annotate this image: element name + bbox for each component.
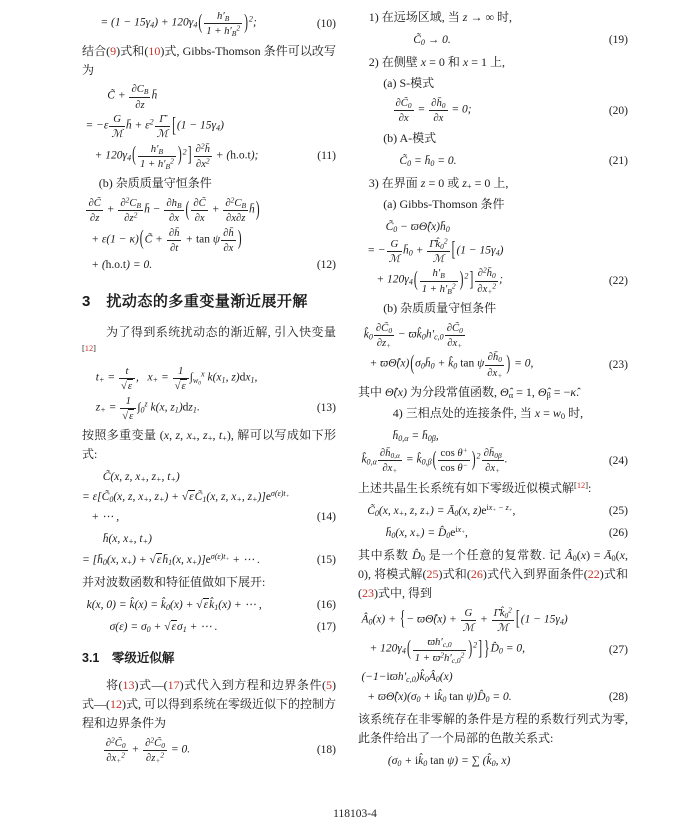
label-s-mode: (a) S-模式: [383, 76, 435, 91]
paragraph-multivariable-form: 按照多重变量 (x, z, $x_+$, $z_+$, $t_+$), 解可以写成如下形式:: [82, 428, 337, 462]
equation-number: (18): [316, 744, 336, 757]
paragraph-dispersion-relation: 该系统存在非零解的条件是方程的系数行列式为零, 此条件给出了一个局部的色散关系式:: [358, 712, 628, 746]
equation-line: + (h.o.t) = 0. (12): [82, 256, 336, 274]
equation-11: [82, 83, 336, 170]
equation-line: $t_+$ = $\frac{t}{√\varepsilon}$ , $x_+$ = $\frac{1}{√\varepsilon}$ $\int_{w_0}^x$ $k(x_1$, $z)dx_1$,: [95, 364, 258, 393]
item-4-triple-point: 4) 三相点处的连接条件, 当 $x = w_0$ 时,: [392, 405, 584, 421]
citation-link[interactable]: 12: [576, 480, 586, 490]
section-3-heading: 3 扰动态的多重变量渐近展开解: [82, 293, 308, 311]
citation-link[interactable]: 10: [148, 43, 161, 58]
equation-line: + $ϖ\Thetâ(x)(\sigma_0h̄_0$ + $k̂_0$ tan ψ $\frac{\partial h̄_0}{\partial x_+}$ ) = 0, (23): [369, 351, 628, 380]
paragraph-zeroth-order: 将(13)式—(17)式代入到方程和边界条件(5)式—(12)式, 可以得到系统在零级近似下的控制方程和边界条件为: [82, 677, 336, 730]
equation-line: $h̄_{0,\alpha}$ = $h̄_{0\beta}$,: [392, 429, 439, 443]
citation-link[interactable]: 23: [362, 585, 374, 600]
equation-line: $Â_0(x)$ + {− ϖΘ̂(x) + G ℳ + $\Gammāk̂_0^2$ ℳ [$(1 - 15\gamma_4)$: [361, 604, 568, 634]
equation-17: [82, 618, 336, 636]
equation-dispersion: [358, 752, 628, 770]
column-right: [358, 6, 628, 774]
equation-line: + $120\gamma_4$( $\frac{ϖh'_{c,0}}{1 + ϖ^2h'_{c,0}^2}$ )$^2$] }$D̂_0 = 0$, (27): [369, 636, 628, 665]
equation-number: (12): [316, 259, 336, 272]
equation-16: [82, 596, 336, 614]
equation-number: (10): [316, 17, 336, 30]
equation-18: [82, 734, 336, 765]
paragraph-mode-solutions: 上述共晶生长系统有如下零级近似模式解[12]:: [358, 480, 592, 495]
equation-14: [82, 468, 336, 526]
section-3-1-heading: 3.1 零级近似解: [82, 651, 175, 666]
column-left: [82, 6, 336, 768]
label-impurity-mass-conservation: (b) 杂质质量守恒条件: [98, 176, 212, 191]
paragraph-theta-piecewise: 其中 Θ̂(x) 为分段常值函数, $\Thetâ_\alpha = 1$, $\Thetâ_\beta$ = −κ̂.: [358, 384, 580, 401]
equation-12: [82, 197, 336, 274]
equation-number: (20): [608, 104, 628, 117]
item-1-far-field: 1) 在远场区域, 当 z → ∞ 时,: [368, 10, 513, 24]
equation-line: + $120\gamma_4$( $\frac{h'_B}{1 + h'_B^2}$ )$^2$] $\frac{\partial^2h̄}{\partial x^2}$ + (h.o.t); (11): [94, 140, 336, 171]
citation-link[interactable]: 9: [110, 43, 117, 58]
equation-25: [358, 502, 628, 520]
page-number: 118103-4: [333, 808, 377, 820]
equation-line: $(-1-iϖh'_{c,0})k̂_0Â_0(x)$: [361, 670, 453, 684]
equation-line: $\frac{\partial^2C̃_0}{\partial x_+^2}$ + $\frac{\partial^2C̃_0}{\partial z_+^2}$ = 0. (18): [105, 734, 336, 765]
equation-line: ($\sigma_0$ + $ik̂_0$ tan ψ) = ∑ ($k̂_0$, x): [387, 755, 511, 769]
equation-line: $C̃_0$ − $ϖ\Thetâ(x)h̄_0$: [385, 220, 450, 234]
equation-21: [358, 152, 628, 170]
equation-number: (14): [316, 511, 336, 524]
equation-line: $h̄_0(x$, $x_+$) = $D̂_0e^{ix_+}$, (26): [358, 524, 628, 542]
equation-number: (13): [316, 402, 336, 415]
label-gibbs-thomson: (a) Gibbs-Thomson 条件: [383, 196, 505, 211]
equation-line: C̃ + $\frac{\partial C_B}{\partial z}$ h̄: [107, 83, 158, 111]
equation-line: = $\varepsilon[C̃_0(x$, z, $x_+$, $z_+$) + $√\varepsilon C̃_1(x$, z, $x_+$, $z_+)]e^{\sigma(\varepsilon)t_+}$: [82, 489, 290, 505]
equation-line: $C̃_0$ = $h̄_0 = 0$. (21): [358, 152, 628, 170]
equation-line: + $ϖ\Thetâ(x)(\sigma_0$ + $ik̂_0$ $\tan \psi)D̂_0 = 0$. (28): [358, 688, 628, 706]
citation-link[interactable]: 12: [110, 696, 122, 711]
equation-number: (26): [608, 526, 628, 539]
equation-line: = − G ℳ $h̄_0$ + $\Gammāk̂_0^2$ ℳ [$(1 - 15\gamma_4)$: [367, 236, 504, 266]
equation-line: $C̃_0(x$, $x_+$, z, $z_+$) = $Ā_0(x$, $z)e^{ix_+ - z_+}$, (25): [358, 502, 628, 520]
paragraph-coefficient-d0: 其中系数 $D̂_0$ 是一个任意的复常数. 记 $Â_0(x)$ = $Ā_0(x$, 0), 将模式解(25)式和(26)式代入到界面条件(22)式和(23)式中, 得到: [358, 547, 629, 600]
equation-13: [82, 365, 336, 422]
equation-number: (17): [316, 620, 336, 633]
citation-link[interactable]: 13: [122, 677, 135, 692]
paragraph-fast-variables: 为了得到系统扰动态的渐近解, 引入快变量[12]: [82, 325, 336, 353]
equation-line: $C̃_0 \to 0$. (19): [358, 31, 628, 49]
equation-line: $k̂_{0,\alpha}$ $\frac{\partial h̄_{0,\alpha}}{\partial x_+}$ = $k̂_{0,\beta}$( $\frac{\cos \theta^+}{\cos \theta^-}$ )$^2$ $\frac{\partial h̄_{0\beta}}{\partial x_+}$ . (24): [361, 445, 628, 476]
label-a-mode: (b) A-模式: [383, 130, 437, 145]
equation-line: $k̂_0$ $\frac{\partial C̃_0}{\partial z_+}$ − $ϖk̂_0h'_{c,0}$ $\frac{\partial C̃_0}{\partial x_+}$: [363, 321, 463, 350]
equation-24: [358, 427, 628, 475]
equation-23: [358, 322, 628, 379]
item-3-interface: 3) 在界面 z = 0 或 $z_+ = 0$ 上,: [368, 175, 509, 191]
equation-line: h̄(x, $x_+$, $t_+$): [102, 533, 152, 547]
equation-line: k(x, 0) = k̂(x) = $k̂_0(x)$ + $√\varepsilon k̂_1(x)$ + ⋯ , (16): [82, 596, 336, 614]
equation-10: [82, 10, 336, 38]
equation-line: = $(1 - 15\gamma_4) + 120\gamma_4$( $\frac{h'_B}{1 + h'_B^2}$ )$^2$; (10): [100, 10, 336, 39]
equation-line: + ⋯ , (14): [82, 508, 336, 526]
citation-link[interactable]: 22: [587, 566, 600, 581]
equation-line: $\sigma(\varepsilon) = \sigma_0 + √\varepsilon\sigma_1$ + ⋯ . (17): [82, 618, 336, 636]
equation-line: $z_+$ = $\frac{1}{√\varepsilon}$ $\int_0^z$ k(x, $z_1)dz_1$. (13): [95, 394, 336, 422]
equation-22: [358, 218, 628, 295]
equation-number: (22): [608, 275, 628, 288]
equation-27: [358, 604, 628, 665]
item-2-side-walls: 2) 在侧壁 x = 0 和 x = 1 上,: [368, 55, 506, 70]
citation-link[interactable]: 25: [426, 566, 439, 581]
equation-26: [358, 524, 628, 542]
citation-link[interactable]: 12: [84, 343, 94, 353]
equation-number: (24): [608, 454, 628, 467]
equation-15: [82, 530, 336, 568]
citation-link[interactable]: 5: [326, 677, 332, 692]
equation-line: + $120\gamma_4$( $\frac{h'_B}{1 + h'_B^2}$ )$^2$] $\frac{\partial^2h̄_0}{\partial x_+^2}$ ; (22): [376, 265, 628, 296]
equation-number: (11): [317, 150, 336, 163]
equation-20: [358, 97, 628, 125]
equation-28: [358, 668, 628, 706]
equation-line: C̃(x, z, $x_+$, $z_+$, $t_+$): [102, 471, 180, 485]
equation-line: $\frac{\partial C̃_0}{\partial x}$ = $\frac{\partial h̄_0}{\partial x}$ = 0; (20): [395, 97, 628, 125]
equation-line: $\frac{\partial C̃}{\partial z}$ + $\frac{\partial^2C_B}{\partial z^2}$ h̄ − $\frac{\partial h_B}{\partial x}$ ( $\frac{\partial C̃}{\partial x}$ + $\frac{\partial^2C_B}{\partial x\partial z}$ h̄): [88, 195, 260, 225]
equation-19: [358, 31, 628, 49]
equation-line: + ε(1 − κ)(C̃ + $\frac{\partial h̄}{\partial t}$ + tan ψ $\frac{\partial h̄}{\partial x}$ ): [91, 226, 242, 254]
equation-line: = [$h̄_0(x$, $x_+$) + $√\varepsilon h̄_1(x$, $x_+)]e^{\sigma(\varepsilon)t_+}$ + ⋯ . (15): [82, 551, 336, 569]
paragraph-wavenumber-expansion: 并对波数函数和特征值做如下展开:: [82, 574, 266, 589]
label-impurity-mass-conservation-right: (b) 杂质质量守恒条件: [383, 300, 497, 315]
equation-line: = −ε G ℳ h̄ + $\varepsilon^2$ Γ̄ ℳ [$(1 - 15\gamma_4)$: [85, 113, 224, 141]
equation-number: (16): [316, 598, 336, 611]
citation-link[interactable]: 17: [167, 677, 180, 692]
equation-number: (27): [608, 643, 628, 656]
equation-number: (21): [608, 154, 628, 167]
citation-link[interactable]: 26: [470, 566, 483, 581]
paragraph-gibbs-thomson-intro: 结合(9)式和(10)式, Gibbs-Thomson 条件可以改写为: [82, 43, 336, 77]
equation-number: (15): [316, 553, 336, 566]
equation-number: (25): [608, 504, 628, 517]
equation-number: (23): [608, 359, 628, 372]
equation-number: (19): [608, 33, 628, 46]
equation-number: (28): [608, 690, 628, 703]
